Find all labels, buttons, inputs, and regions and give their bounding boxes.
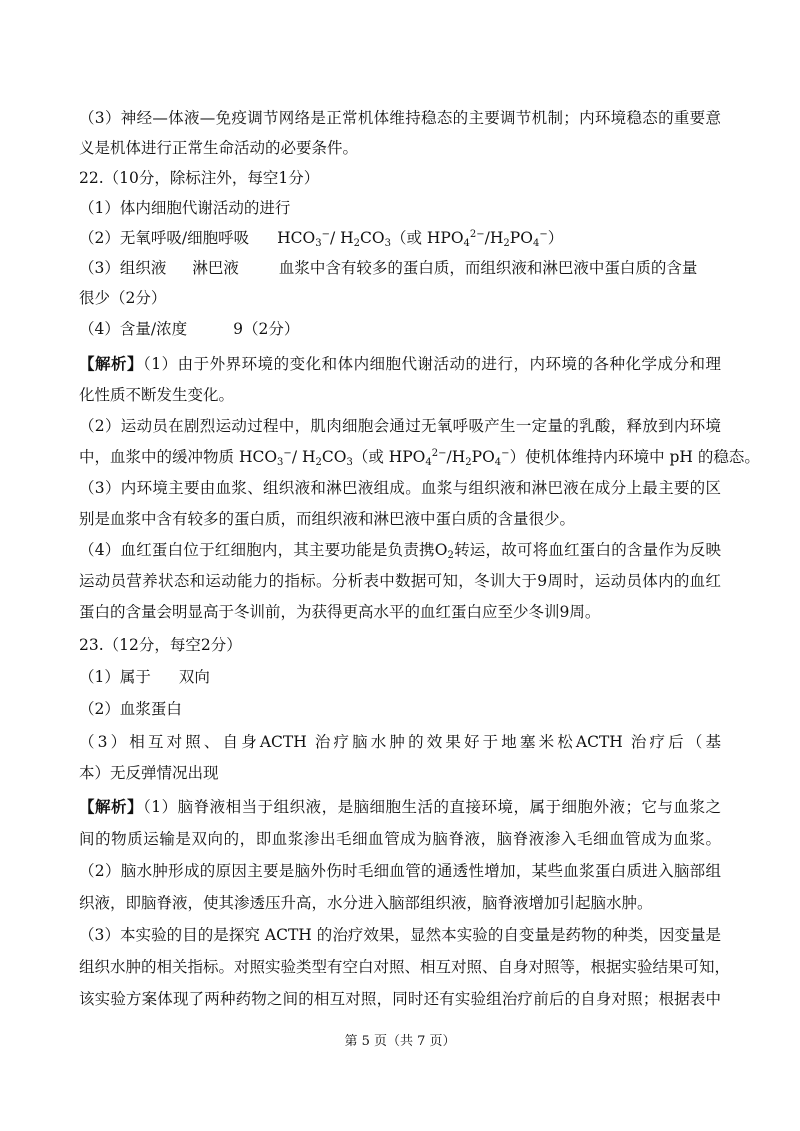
q22-answer-4: （4）含量/浓度 9（2分） <box>79 320 300 338</box>
q23-answer-1: （1）属于 双向 <box>79 668 210 686</box>
q23-header: 23.（12分，每空2分） <box>79 636 242 654</box>
q22-analysis-2-cont: 中，血浆中的缓冲物质 $HCO_3^-/$ $H_2CO_3$（或 $HPO_4^{2-}/H_2PO_4^-$）使机体维持内环境中 pH 的稳态。 <box>79 448 760 468</box>
analysis-label: 【解析】 <box>79 797 143 816</box>
q22-answer-3-cont: 很少（2分） <box>79 289 167 307</box>
q22-analysis-4-cont2: 蛋白的含量会明显高于冬训前，为获得更高水平的血红蛋白应至少冬训9周。 <box>79 603 601 621</box>
analysis-label: 【解析】 <box>79 354 143 373</box>
q22-answer-3: （3）组织液 淋巴液 血浆中含有较多的蛋白质，而组织液和淋巴液中蛋白质的含量 <box>79 259 698 277</box>
q22-header: 22.（10分，除标注外，每空1分） <box>79 169 320 187</box>
q22-answer-1: （1）体内细胞代谢活动的进行 <box>79 199 291 217</box>
q23-analysis-2-cont: 织液，即脑脊液，使其渗透压升高，水分进入脑部组织液，脑脊液增加引起脑水肿。 <box>79 894 653 912</box>
q22-analysis-1: 【解析】（1）由于外界环境的变化和体内细胞代谢活动的进行，内环境的各种化学成分和理 <box>79 354 721 373</box>
line-3-conclusion: （3）神经—体液—免疫调节网络是正常机体维持稳态的主要调节机制；内环境稳态的重要意 <box>79 109 721 127</box>
q23-analysis-3-cont: 组织水肿的相关指标。对照实验类型有空白对照、相互对照、自身对照等，根据实验结果可知， <box>79 958 731 976</box>
oxygen-formula: $O_2$ <box>434 541 454 561</box>
q22-answer-2 <box>79 227 563 249</box>
page-footer: 第 5 页（共 7 页） <box>344 1034 456 1049</box>
q22-analysis-3-cont: 别是血浆中含有较多的蛋白质，而组织液和淋巴液中蛋白质的含量很少。 <box>79 510 576 528</box>
q23-analysis-3-cont2: 该实验方案体现了两种药物之间的相互对照，同时还有实验组治疗前后的自身对照；根据表中 <box>79 990 721 1008</box>
q23-answer-3: （3）相互对照、自身ACTH 治疗脑水肿的效果好于地塞米松ACTH 治疗后（基 <box>79 733 721 751</box>
q23-answer-2: （2）血浆蛋白 <box>79 700 182 718</box>
q23-analysis-1: 【解析】（1）脑脊液相当于组织液，是脑细胞生活的直接环境，属于细胞外液；它与血浆之 <box>79 797 721 816</box>
q23-answer-3-cont: 本）无反弹情况出现 <box>79 764 219 782</box>
q22-analysis-4: （4）血红蛋白位于红细胞内，其主要功能是负责携$O_2$转运，故可将血红蛋白的含量作为反映 <box>79 541 721 561</box>
buffer-formula: $HCO_3^-/$ $H_2CO_3$（或 $HPO_4^{2-}/H_2PO_4^-$） <box>277 229 564 249</box>
q23-analysis-1-cont: 间的物质运输是双向的，即血浆渗出毛细血管成为脑脊液，脑脊液渗入毛细血管成为血浆。 <box>79 830 721 848</box>
q22-analysis-2: （2）运动员在剧烈运动过程中，肌肉细胞会通过无氧呼吸产生一定量的乳酸，释放到内环境 <box>79 417 721 435</box>
buffer-formula-inline: $HCO_3^-/$ $H_2CO_3$（或 $HPO_4^{2-}/H_2PO_4^-$） <box>238 448 526 468</box>
line-3-conclusion-cont: 义是机体进行正常生命活动的必要条件。 <box>79 139 359 157</box>
q23-analysis-3: （3）本实验的目的是探究 ACTH 的治疗效果，显然本实验的自变量是药物的种类，因变量是 <box>79 926 721 944</box>
q22-answer-2-text: （2）无氧呼吸/细胞呼吸 <box>79 229 250 247</box>
q23-analysis-2: （2）脑水肿形成的原因主要是脑外伤时毛细血管的通透性增加，某些血浆蛋白质进入脑部组 <box>79 862 721 880</box>
q22-analysis-3: （3）内环境主要由血浆、组织液和淋巴液组成。血浆与组织液和淋巴液在成分上最主要的区 <box>79 479 721 497</box>
q22-analysis-4-cont: 运动员营养状态和运动能力的指标。分析表中数据可知，冬训大于9周时，运动员体内的血红 <box>79 572 721 590</box>
q22-analysis-1-cont: 化性质不断发生变化。 <box>79 386 235 404</box>
